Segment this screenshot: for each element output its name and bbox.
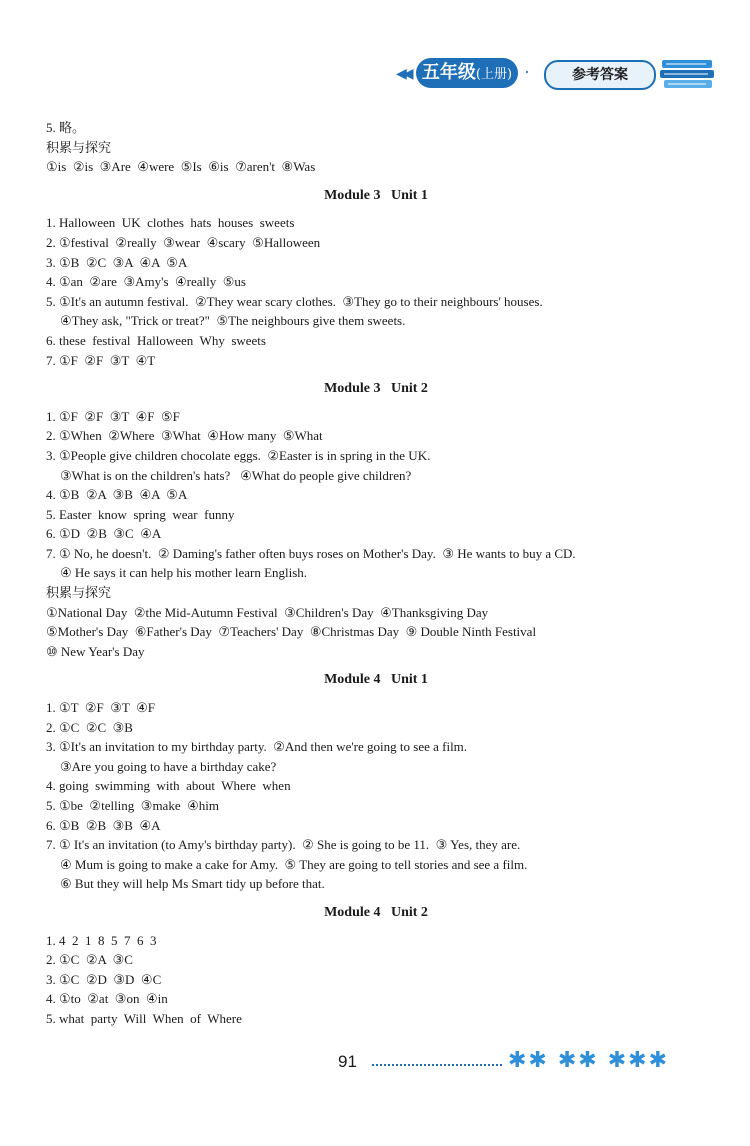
volume-label: (上册)	[475, 67, 513, 82]
answer-line: 4. ①B ②A ③B ④A ⑤A	[46, 487, 188, 503]
section-heading: Module 4 Unit 2	[324, 904, 428, 920]
answer-line: 5. ①It's an autumn festival. ②They wear scary clothes. ③They go to their neighbours' houses.	[46, 293, 543, 309]
answer-line: 4. going swimming with about Where when	[46, 778, 291, 794]
answer-line: 5. ①be ②telling ③make ④him	[46, 798, 219, 813]
section-heading: Module 4 Unit 1	[324, 672, 428, 688]
answer-line: 积累与探究	[46, 139, 112, 155]
answer-line: 3. ①People give children chocolate eggs. ②Easter is in spring in the UK.	[46, 447, 431, 463]
answer-line: 5. what party Will When of Where	[46, 1010, 242, 1026]
answer-line: ①is ②is ③Are ④were ⑤Is ⑥is ⑦aren't ⑧Was	[46, 159, 316, 175]
answer-line: ④ He says it can help his mother learn English.	[60, 565, 308, 581]
grade-label: 五年级	[421, 62, 476, 83]
section-heading: Module 3 Unit 1	[324, 187, 428, 203]
answer-line: 3. ①C ②D ③D ④C	[46, 971, 162, 987]
answer-content	[46, 118, 706, 1029]
books-icon	[658, 56, 718, 96]
answer-line: 3. ①B ②C ③A ④A ⑤A	[46, 254, 188, 270]
answer-line: 1. Halloween UK clothes hats houses sweets	[46, 215, 295, 231]
answer-line: 6. these festival Halloween Why sweets	[46, 332, 266, 348]
answer-line: ①National Day ②the Mid-Autumn Festival ③Children's Day ④Thanksgiving Day	[46, 604, 489, 620]
answer-line: ③What is on the children's hats? ④What do people give children?	[60, 467, 412, 483]
page-number: 91	[338, 1052, 357, 1071]
answer-line: 6. ①B ②B ③B ④A	[46, 817, 161, 833]
answer-line: 2. ①festival ②really ③wear ④scary ⑤Halloween	[46, 234, 321, 250]
answer-line: 6. ①D ②B ③C ④A	[46, 526, 162, 542]
answer-line: 2. ①C ②A ③C	[46, 952, 133, 968]
answer-line: 1. ①F ②F ③T ④F ⑤F	[46, 408, 180, 424]
grade-badge	[416, 58, 518, 88]
answer-line: 1. ①T ②F ③T ④F	[46, 700, 155, 716]
page-header	[396, 56, 726, 102]
answer-line: 5. Easter know spring wear funny	[46, 506, 235, 522]
answer-line: ④They ask, "Trick or treat?" ⑤The neighbours give them sweets.	[60, 313, 406, 329]
answer-line: 4. ①to ②at ③on ④in	[46, 991, 168, 1007]
answer-line: 7. ① No, he doesn't. ② Daming's father often buys roses on Mother's Day. ③ He wants to buy a CD.	[46, 545, 576, 561]
double-arrow-icon: ◀◀	[396, 66, 410, 82]
separator-dot: ·	[524, 62, 530, 82]
answer-line: 1. 4 2 1 8 5 7 6 3	[46, 932, 157, 948]
answer-line: ⑤Mother's Day ⑥Father's Day ⑦Teachers' Day ⑧Christmas Day ⑨ Double Ninth Festival	[46, 624, 537, 640]
answer-line: ③Are you going to have a birthday cake?	[60, 758, 277, 774]
answer-line: 4. ①an ②are ③Amy's ④really ⑤us	[46, 274, 246, 290]
answer-line: 2. ①When ②Where ③What ④How many ⑤What	[46, 428, 323, 444]
answer-line: ⑩ New Year's Day	[46, 643, 145, 659]
answer-line: ⑥ But they will help Ms Smart tidy up before that.	[60, 876, 325, 892]
answer-line: 7. ① It's an invitation (to Amy's birthday party). ② She is going to be 11. ③ Yes, they are.	[46, 837, 521, 853]
answer-line: ④ Mum is going to make a cake for Amy. ⑤ They are going to tell stories and see a film.	[60, 856, 528, 872]
answer-line: 2. ①C ②C ③B	[46, 719, 133, 735]
section-heading: Module 3 Unit 2	[324, 381, 428, 397]
answer-line: 5. 略。	[46, 120, 86, 135]
answer-line: 3. ①It's an invitation to my birthday party. ②And then we're going to see a film.	[46, 739, 468, 755]
page-footer	[338, 1048, 738, 1092]
star-decoration-icon: ✱✱ ✱✱ ✱✱✱	[508, 1048, 670, 1073]
dotted-rule	[372, 1058, 502, 1066]
answer-line: 7. ①F ②F ③T ④T	[46, 352, 156, 368]
answer-key-badge: 参考答案	[544, 60, 656, 90]
answer-line: 积累与探究	[46, 585, 112, 601]
